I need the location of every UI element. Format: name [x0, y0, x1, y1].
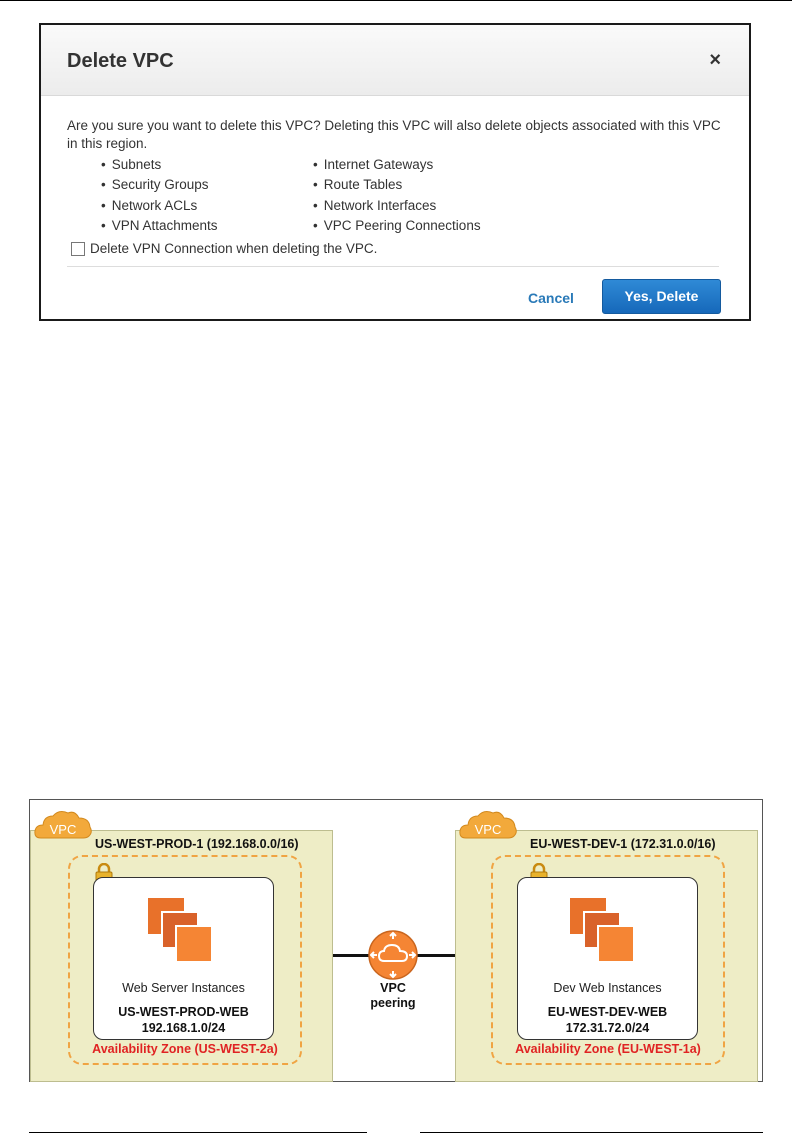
- delete-vpc-dialog: [39, 23, 751, 321]
- delete-vpn-connection-checkbox[interactable]: [71, 242, 85, 256]
- objects-list-left: [101, 155, 218, 236]
- vpc-badge: VPC: [49, 822, 77, 837]
- list-item: • Security Groups: [101, 175, 218, 195]
- list-item: • Subnets: [101, 155, 218, 175]
- objects-list-right: [313, 155, 481, 236]
- dialog-header: [41, 25, 749, 96]
- instances-label: Dev Web Instances: [553, 981, 662, 995]
- list-item: • VPC Peering Connections: [313, 216, 481, 236]
- close-icon[interactable]: ×: [709, 49, 721, 71]
- vpc-title: EU-WEST-DEV-1 (172.31.0.0/16): [530, 837, 716, 851]
- vpc-peering-diagram: [29, 799, 763, 1082]
- vpc-peering-icon: [367, 929, 419, 981]
- list-item: • Network Interfaces: [313, 196, 481, 216]
- dialog-message: Are you sure you want to delete this VPC? Deleting this VPC will also delete objects associated with this VPC in this region.: [67, 118, 721, 151]
- subnet-name: US-WEST-PROD-WEB: [118, 1005, 249, 1019]
- yes-delete-button[interactable]: Yes, Delete: [602, 279, 721, 314]
- list-item: • Network ACLs: [101, 196, 218, 216]
- subnet-cidr: 172.31.72.0/24: [565, 1021, 650, 1035]
- footer-rule-left: [29, 1132, 367, 1133]
- cancel-button[interactable]: Cancel: [528, 290, 574, 306]
- list-item: • Internet Gateways: [313, 155, 481, 175]
- vpc-title: US-WEST-PROD-1 (192.168.0.0/16): [95, 837, 299, 851]
- instances-label: Web Server Instances: [122, 981, 245, 995]
- instances-icon: [568, 896, 646, 974]
- page-top-rule: [0, 0, 792, 1]
- list-item: • Route Tables: [313, 175, 481, 195]
- peering-label-line2: peering: [370, 996, 416, 1010]
- list-item: • VPN Attachments: [101, 216, 218, 236]
- subnet-name: EU-WEST-DEV-WEB: [547, 1005, 668, 1019]
- vpc-cloud-icon: [33, 808, 93, 842]
- vpc-badge: VPC: [474, 822, 502, 837]
- dialog-title: Delete VPC: [67, 50, 174, 72]
- peering-label-line1: VPC: [380, 981, 406, 995]
- availability-zone-label: Availability Zone (US-WEST-2a): [92, 1042, 278, 1056]
- delete-vpn-connection-option: [71, 241, 377, 256]
- subnet-cidr: 192.168.1.0/24: [141, 1021, 226, 1035]
- checkbox-label[interactable]: Delete VPN Connection when deleting the VPC.: [90, 241, 378, 256]
- instances-icon: [146, 896, 224, 974]
- dialog-divider: [67, 266, 719, 267]
- peering-label: [353, 981, 433, 1011]
- availability-zone-label: Availability Zone (EU-WEST-1a): [515, 1042, 701, 1056]
- footer-rule-right: [420, 1132, 763, 1133]
- vpc-cloud-icon: [458, 808, 518, 842]
